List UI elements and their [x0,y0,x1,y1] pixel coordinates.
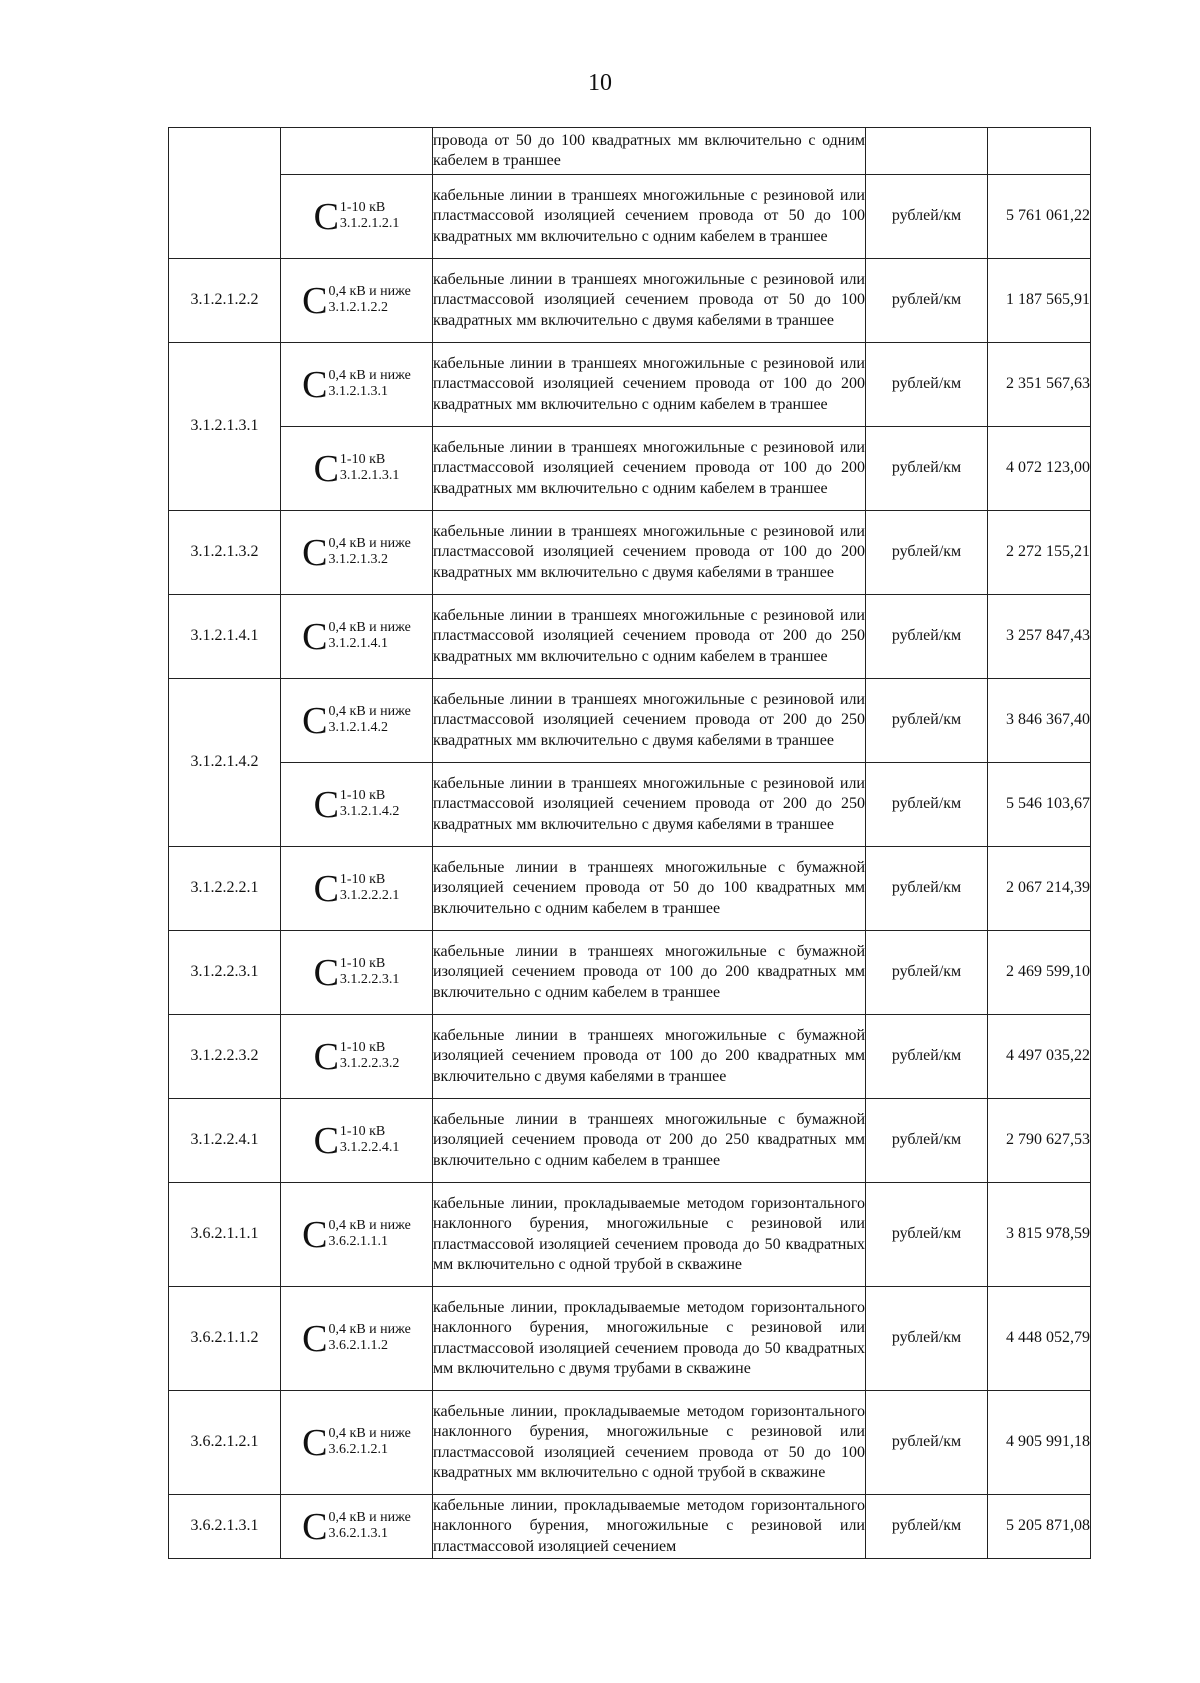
description-cell [433,1015,866,1099]
description-text: кабельные линии в траншеях многожильные с резиновой или пластмассовой изоляцией сечением провода от 200 до 250 квадратных мм включительно с двумя кабелями в траншее [433,774,865,833]
table-row [169,128,1091,175]
description-text: кабельные линии в траншеях многожильные с бумажной изоляцией сечением провода от 100 до 200 квадратных мм включительно с двумя кабелями в траншее [433,1026,865,1085]
description-cell [433,175,866,259]
description-cell [433,1099,866,1183]
unit-cell: рублей/км [866,175,988,259]
description-cell [433,595,866,679]
description-cell [433,427,866,511]
code-cell: 3.1.2.2.3.2 [169,1015,281,1099]
symbol-subscript: 3.1.2.1.3.1 [328,383,389,399]
symbol-cell [281,175,433,259]
value-cell: 1 187 565,91 [988,259,1091,343]
rate-symbol: C 1-10 кВ 3.1.2.1.3.1 [313,447,400,490]
code-cell: 3.1.2.1.3.2 [169,511,281,595]
description-cell [433,511,866,595]
symbol-superscript: 0,4 кВ и ниже [328,1321,411,1337]
description-text: провода от 50 до 100 квадратных мм включительно с одним кабелем в траншее [433,131,865,169]
table-row [169,259,1091,343]
symbol-cell [281,511,433,595]
symbol-superscript: 0,4 кВ и ниже [328,1425,411,1441]
description-text: кабельные линии, прокладываемые методом горизонтального наклонного бурения, многожильные с резиновой или пластмассовой изоляцией сечением провода от 50 до 100 квадратных мм включительно с одной трубой в скважине [433,1402,865,1481]
symbol-cell [281,427,433,511]
code-cell: 3.1.2.1.4.2 [169,679,281,847]
symbol-superscript: 1-10 кВ [339,451,386,467]
description-text: кабельные линии в траншеях многожильные с резиновой или пластмассовой изоляцией сечением провода от 100 до 200 квадратных мм включительно с одним кабелем в траншее [433,438,865,497]
symbol-subscript: 3.1.2.1.4.2 [339,803,400,819]
value-cell: 5 205 871,08 [988,1495,1091,1559]
description-cell [433,763,866,847]
code-cell: 3.6.2.1.1.1 [169,1183,281,1287]
page-number: 10 [588,70,612,96]
description-cell [433,931,866,1015]
value-cell: 5 761 061,22 [988,175,1091,259]
symbol-superscript: 1-10 кВ [339,955,386,971]
rate-symbol: C 0,4 кВ и ниже 3.1.2.1.3.1 [302,363,411,406]
unit-cell: рублей/км [866,1015,988,1099]
symbol-cell [281,128,433,175]
table-row [169,1099,1091,1183]
value-cell: 2 351 567,63 [988,343,1091,427]
unit-cell: рублей/км [866,931,988,1015]
description-text: кабельные линии в траншеях многожильные с бумажной изоляцией сечением провода от 100 до 200 квадратных мм включительно с одним кабелем в траншее [433,942,865,1001]
symbol-cell [281,679,433,763]
code-cell: 3.6.2.1.1.2 [169,1287,281,1391]
table-row [169,1015,1091,1099]
symbol-subscript: 3.1.2.1.4.1 [328,635,389,651]
description-cell [433,847,866,931]
description-text: кабельные линии в траншеях многожильные с бумажной изоляцией сечением провода от 200 до 250 квадратных мм включительно с одним кабелем в траншее [433,1110,865,1169]
symbol-superscript: 0,4 кВ и ниже [328,619,411,635]
symbol-cell [281,763,433,847]
table-row [169,1287,1091,1391]
description-text: кабельные линии, прокладываемые методом горизонтального наклонного бурения, многожильные с резиновой или пластмассовой изоляцией сечением [433,1496,865,1555]
unit-cell: рублей/км [866,595,988,679]
value-cell: 2 067 214,39 [988,847,1091,931]
unit-cell: рублей/км [866,511,988,595]
table-row [169,511,1091,595]
symbol-superscript: 1-10 кВ [339,1123,386,1139]
symbol-superscript: 1-10 кВ [339,199,386,215]
rate-symbol: C 1-10 кВ 3.1.2.2.4.1 [313,1119,400,1162]
rate-symbol: C 0,4 кВ и ниже 3.6.2.1.1.2 [302,1317,411,1360]
description-text: кабельные линии в траншеях многожильные с резиновой или пластмассовой изоляцией сечением провода от 50 до 100 квадратных мм включительно с одним кабелем в траншее [433,186,865,245]
value-cell: 3 815 978,59 [988,1183,1091,1287]
value-cell: 2 272 155,21 [988,511,1091,595]
symbol-superscript: 0,4 кВ и ниже [328,1509,411,1525]
unit-cell: рублей/км [866,847,988,931]
description-cell [433,343,866,427]
rates-table [168,127,1091,1559]
code-cell: 3.6.2.1.3.1 [169,1495,281,1559]
symbol-subscript: 3.1.2.1.4.2 [328,719,389,735]
unit-cell [866,128,988,175]
description-cell [433,1183,866,1287]
description-cell [433,1495,866,1559]
unit-cell: рублей/км [866,259,988,343]
rate-symbol: C 0,4 кВ и ниже 3.6.2.1.3.1 [302,1505,411,1548]
unit-cell: рублей/км [866,1391,988,1495]
table-row [169,595,1091,679]
table-row [169,427,1091,511]
description-text: кабельные линии в траншеях многожильные с резиновой или пластмассовой изоляцией сечением провода от 100 до 200 квадратных мм включительно с двумя кабелями в траншее [433,522,865,581]
symbol-subscript: 3.1.2.1.2.1 [339,215,400,231]
symbol-cell [281,343,433,427]
code-cell [169,128,281,259]
unit-cell: рублей/км [866,343,988,427]
symbol-cell [281,1099,433,1183]
symbol-subscript: 3.6.2.1.3.1 [328,1525,389,1541]
unit-cell: рублей/км [866,679,988,763]
code-cell: 3.1.2.1.3.1 [169,343,281,511]
table-row [169,343,1091,427]
code-cell: 3.6.2.1.2.1 [169,1391,281,1495]
description-cell [433,1391,866,1495]
table-row [169,175,1091,259]
rate-symbol: C 0,4 кВ и ниже 3.6.2.1.1.1 [302,1213,411,1256]
symbol-subscript: 3.6.2.1.1.2 [328,1337,389,1353]
rate-symbol: C 1-10 кВ 3.1.2.1.2.1 [313,195,400,238]
symbol-cell [281,259,433,343]
code-cell: 3.1.2.2.3.1 [169,931,281,1015]
unit-cell: рублей/км [866,1183,988,1287]
unit-cell: рублей/км [866,1099,988,1183]
description-text: кабельные линии в траншеях многожильные с резиновой или пластмассовой изоляцией сечением провода от 200 до 250 квадратных мм включительно с одним кабелем в траншее [433,606,865,665]
symbol-subscript: 3.6.2.1.1.1 [328,1233,389,1249]
code-cell: 3.1.2.2.2.1 [169,847,281,931]
symbol-cell [281,1015,433,1099]
code-cell: 3.1.2.1.2.2 [169,259,281,343]
value-cell: 4 905 991,18 [988,1391,1091,1495]
symbol-subscript: 3.1.2.1.3.2 [328,551,389,567]
symbol-subscript: 3.1.2.2.3.1 [339,971,400,987]
value-cell: 2 469 599,10 [988,931,1091,1015]
unit-cell: рублей/км [866,427,988,511]
symbol-superscript: 0,4 кВ и ниже [328,283,411,299]
table-row [169,1391,1091,1495]
symbol-subscript: 3.1.2.2.2.1 [339,887,400,903]
value-cell: 4 072 123,00 [988,427,1091,511]
code-cell: 3.1.2.1.4.1 [169,595,281,679]
table-row [169,1495,1091,1559]
rate-symbol: C 0,4 кВ и ниже 3.1.2.1.4.1 [302,615,411,658]
symbol-superscript: 1-10 кВ [339,1039,386,1055]
symbol-superscript: 0,4 кВ и ниже [328,1217,411,1233]
table-row [169,763,1091,847]
description-text: кабельные линии в траншеях многожильные с резиновой или пластмассовой изоляцией сечением провода от 200 до 250 квадратных мм включительно с двумя кабелями в траншее [433,690,865,749]
value-cell: 2 790 627,53 [988,1099,1091,1183]
symbol-cell [281,1183,433,1287]
symbol-cell [281,1391,433,1495]
description-text: кабельные линии в траншеях многожильные с бумажной изоляцией сечением провода от 50 до 100 квадратных мм включительно с одним кабелем в траншее [433,858,865,917]
symbol-superscript: 1-10 кВ [339,871,386,887]
symbol-subscript: 3.1.2.1.3.1 [339,467,400,483]
value-cell: 4 448 052,79 [988,1287,1091,1391]
description-cell [433,259,866,343]
symbol-superscript: 0,4 кВ и ниже [328,367,411,383]
symbol-cell [281,595,433,679]
description-text: кабельные линии в траншеях многожильные с резиновой или пластмассовой изоляцией сечением провода от 50 до 100 квадратных мм включительно с двумя кабелями в траншее [433,270,865,329]
symbol-superscript: 0,4 кВ и ниже [328,703,411,719]
rate-symbol: C 0,4 кВ и ниже 3.1.2.1.2.2 [302,279,411,322]
rate-symbol: C 1-10 кВ 3.1.2.1.4.2 [313,783,400,826]
value-cell: 3 846 367,40 [988,679,1091,763]
symbol-subscript: 3.6.2.1.2.1 [328,1441,389,1457]
symbol-cell [281,847,433,931]
description-text: кабельные линии в траншеях многожильные с резиновой или пластмассовой изоляцией сечением провода от 100 до 200 квадратных мм включительно с одним кабелем в траншее [433,354,865,413]
symbol-subscript: 3.1.2.1.2.2 [328,299,389,315]
symbol-cell [281,1495,433,1559]
symbol-cell [281,931,433,1015]
symbol-superscript: 1-10 кВ [339,787,386,803]
unit-cell: рублей/км [866,1495,988,1559]
value-cell: 3 257 847,43 [988,595,1091,679]
symbol-cell [281,1287,433,1391]
table-row [169,931,1091,1015]
table-row [169,847,1091,931]
rate-symbol: C 1-10 кВ 3.1.2.2.3.2 [313,1035,400,1078]
table-row [169,1183,1091,1287]
description-cell [433,128,866,175]
symbol-superscript: 0,4 кВ и ниже [328,535,411,551]
code-cell: 3.1.2.2.4.1 [169,1099,281,1183]
value-cell: 4 497 035,22 [988,1015,1091,1099]
description-text: кабельные линии, прокладываемые методом горизонтального наклонного бурения, многожильные с резиновой или пластмассовой изоляцией сечением провода до 50 квадратных мм включительно с одной трубой в скважине [433,1194,865,1273]
rate-symbol: C 1-10 кВ 3.1.2.2.3.1 [313,951,400,994]
value-cell: 5 546 103,67 [988,763,1091,847]
unit-cell: рублей/км [866,1287,988,1391]
symbol-subscript: 3.1.2.2.3.2 [339,1055,400,1071]
symbol-subscript: 3.1.2.2.4.1 [339,1139,400,1155]
rate-symbol: C 1-10 кВ 3.1.2.2.2.1 [313,867,400,910]
rate-symbol: C 0,4 кВ и ниже 3.6.2.1.2.1 [302,1421,411,1464]
rate-symbol: C 0,4 кВ и ниже 3.1.2.1.4.2 [302,699,411,742]
description-cell [433,679,866,763]
description-text: кабельные линии, прокладываемые методом горизонтального наклонного бурения, многожильные с резиновой или пластмассовой изоляцией сечением провода до 50 квадратных мм включительно с двумя трубами в скважине [433,1298,865,1377]
rate-symbol: C 0,4 кВ и ниже 3.1.2.1.3.2 [302,531,411,574]
description-cell [433,1287,866,1391]
table-row [169,679,1091,763]
value-cell [988,128,1091,175]
unit-cell: рублей/км [866,763,988,847]
